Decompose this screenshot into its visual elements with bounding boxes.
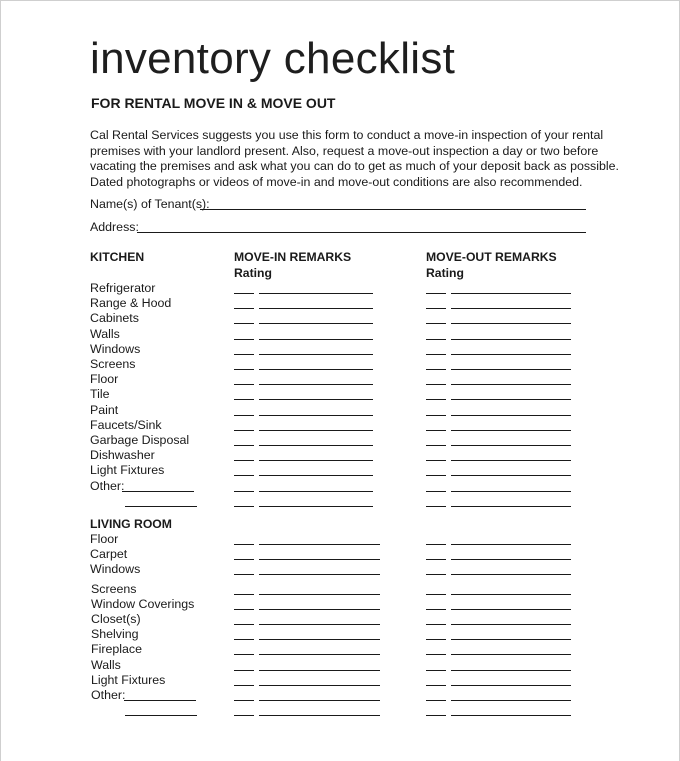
item-label: Light Fixtures — [90, 463, 165, 478]
move-out-remark-field[interactable] — [451, 639, 571, 640]
move-in-rating-field[interactable] — [234, 475, 254, 476]
move-in-remark-field[interactable] — [259, 354, 373, 355]
move-in-rating-field[interactable] — [234, 415, 254, 416]
move-out-rating-field[interactable] — [426, 594, 446, 595]
move-out-remark-field[interactable] — [451, 339, 571, 340]
move-in-remark-field[interactable] — [259, 339, 373, 340]
move-out-remark-field[interactable] — [451, 654, 571, 655]
item-label: Light Fixtures — [91, 672, 166, 687]
move-out-rating-field[interactable] — [426, 399, 446, 400]
item-label: Paint — [90, 402, 119, 417]
move-in-rating-field[interactable] — [234, 639, 254, 640]
move-in-remark-field[interactable] — [259, 715, 380, 716]
item-label: Floor — [90, 372, 119, 387]
move-in-rating-field[interactable] — [234, 700, 254, 701]
move-in-remark-field[interactable] — [259, 445, 373, 446]
move-out-remarks-header: MOVE-OUT REMARKS — [426, 250, 557, 264]
move-out-remark-field[interactable] — [451, 293, 571, 294]
move-in-rating-field[interactable] — [234, 308, 254, 309]
intro-line: vacating the premises and ask what you can do to get as much of your deposit back as possible. — [90, 159, 619, 173]
move-in-rating-field[interactable] — [234, 685, 254, 686]
move-in-remark-field[interactable] — [259, 544, 380, 545]
move-in-rating-field[interactable] — [234, 559, 254, 560]
item-label: Walls — [91, 657, 121, 672]
document-title: inventory checklist — [90, 34, 456, 83]
move-out-rating-field[interactable] — [426, 354, 446, 355]
move-in-rating-field[interactable] — [234, 506, 254, 507]
move-in-remark-field[interactable] — [259, 323, 373, 324]
move-out-rating-field[interactable] — [426, 544, 446, 545]
move-out-rating-field[interactable] — [426, 574, 446, 575]
move-in-rating-field[interactable] — [234, 323, 254, 324]
item-label: Screens — [90, 357, 136, 371]
move-in-rating-field[interactable] — [234, 430, 254, 431]
tenants-field[interactable] — [200, 209, 586, 210]
item-label: Other: — [90, 478, 125, 493]
move-in-rating-field[interactable] — [234, 384, 254, 385]
move-out-rating-field[interactable] — [426, 415, 446, 416]
move-in-remark-field[interactable] — [259, 430, 373, 431]
move-in-remark-field[interactable] — [259, 624, 380, 625]
section-title-kitchen: KITCHEN — [90, 250, 145, 264]
move-out-rating-field[interactable] — [426, 339, 446, 340]
move-out-rating-field[interactable] — [426, 715, 446, 716]
move-in-remark-field[interactable] — [259, 685, 380, 686]
move-out-remark-field[interactable] — [451, 430, 571, 431]
move-in-remark-field[interactable] — [259, 475, 373, 476]
move-in-rating-field[interactable] — [234, 609, 254, 610]
move-out-remark-field[interactable] — [451, 559, 571, 560]
other-name-field[interactable] — [124, 700, 196, 701]
other-extra-name-field[interactable] — [125, 715, 197, 716]
move-out-rating-header: Rating — [426, 266, 464, 280]
item-label: Closet(s) — [91, 612, 141, 626]
item-label: Carpet — [90, 547, 128, 562]
item-label: Screens — [91, 581, 137, 596]
move-out-rating-field[interactable] — [426, 384, 446, 385]
move-out-rating-field[interactable] — [426, 445, 446, 446]
address-label: Address: — [90, 220, 139, 234]
move-in-rating-field[interactable] — [234, 544, 254, 545]
move-in-remark-field[interactable] — [259, 609, 380, 610]
item-label: Refrigerator — [90, 281, 156, 295]
item-label: Other: — [91, 688, 126, 702]
move-out-remark-field[interactable] — [451, 715, 571, 716]
move-in-rating-field[interactable] — [234, 445, 254, 446]
section-title-living-room: LIVING ROOM — [90, 517, 172, 531]
item-label: Faucets/Sink — [90, 417, 162, 432]
item-label: Walls — [90, 326, 120, 341]
move-in-remark-field[interactable] — [259, 415, 373, 416]
move-out-remark-field[interactable] — [451, 685, 571, 686]
address-field[interactable] — [137, 232, 586, 233]
move-out-rating-field[interactable] — [426, 559, 446, 560]
move-in-rating-field[interactable] — [234, 715, 254, 716]
move-out-remark-field[interactable] — [451, 354, 571, 355]
item-label: Shelving — [91, 627, 139, 642]
move-in-rating-field[interactable] — [234, 491, 254, 492]
move-out-rating-field[interactable] — [426, 700, 446, 701]
move-in-rating-field[interactable] — [234, 594, 254, 595]
move-out-remark-field[interactable] — [451, 491, 571, 492]
item-label: Garbage Disposal — [90, 433, 190, 447]
item-label: Windows — [90, 562, 141, 577]
move-in-remark-field[interactable] — [259, 654, 380, 655]
move-out-remark-field[interactable] — [451, 384, 571, 385]
move-out-remark-field[interactable] — [451, 506, 571, 507]
move-out-rating-field[interactable] — [426, 639, 446, 640]
move-in-rating-field[interactable] — [234, 624, 254, 625]
move-out-remark-field[interactable] — [451, 415, 571, 416]
move-out-rating-field[interactable] — [426, 323, 446, 324]
intro-line: premises with your landlord present. Also, request a move-out inspection a day or two before — [90, 144, 599, 158]
other-extra-name-field[interactable] — [125, 506, 197, 507]
move-out-rating-field[interactable] — [426, 685, 446, 686]
move-out-remark-field[interactable] — [451, 700, 571, 701]
move-out-rating-field[interactable] — [426, 609, 446, 610]
move-out-remark-field[interactable] — [451, 594, 571, 595]
move-in-remark-field[interactable] — [259, 670, 380, 671]
move-in-rating-field[interactable] — [234, 574, 254, 575]
move-in-remark-field[interactable] — [259, 559, 380, 560]
move-out-remark-field[interactable] — [451, 609, 571, 610]
move-in-rating-field[interactable] — [234, 460, 254, 461]
move-in-rating-field[interactable] — [234, 654, 254, 655]
tenants-label: Name(s) of Tenant(s): — [90, 197, 210, 211]
item-label: Fireplace — [91, 642, 142, 657]
move-in-remark-field[interactable] — [259, 369, 373, 370]
move-out-remark-field[interactable] — [451, 369, 571, 370]
move-out-remark-field[interactable] — [451, 399, 571, 400]
move-out-remark-field[interactable] — [451, 445, 571, 446]
move-out-remark-field[interactable] — [451, 574, 571, 575]
move-in-remark-field[interactable] — [259, 574, 380, 575]
move-in-remark-field[interactable] — [259, 639, 380, 640]
move-out-rating-field[interactable] — [426, 670, 446, 671]
intro-line: Cal Rental Services suggests you use this form to conduct a move-in inspection of your rental — [90, 128, 604, 142]
move-out-rating-field[interactable] — [426, 624, 446, 625]
intro-line: Dated photographs or videos of move-in and move-out conditions are also recommended. — [90, 175, 583, 189]
move-in-rating-field[interactable] — [234, 399, 254, 400]
move-in-remark-field[interactable] — [259, 293, 373, 294]
move-in-remarks-header: MOVE-IN REMARKS — [234, 250, 352, 264]
move-in-rating-field[interactable] — [234, 354, 254, 355]
move-out-rating-field[interactable] — [426, 430, 446, 431]
item-label: Dishwasher — [90, 448, 155, 463]
move-out-rating-field[interactable] — [426, 293, 446, 294]
item-label: Tile — [90, 387, 110, 402]
move-in-remark-field[interactable] — [259, 460, 373, 461]
item-label: Window Coverings — [91, 596, 195, 611]
item-label: Range & Hood — [90, 296, 172, 311]
move-out-rating-field[interactable] — [426, 308, 446, 309]
item-label: Cabinets — [90, 311, 139, 326]
move-out-remark-field[interactable] — [451, 624, 571, 625]
move-out-rating-field[interactable] — [426, 506, 446, 507]
move-in-remark-field[interactable] — [259, 399, 373, 400]
move-in-remark-field[interactable] — [259, 384, 373, 385]
move-out-remark-field[interactable] — [451, 308, 571, 309]
move-out-remark-field[interactable] — [451, 475, 571, 476]
move-out-remark-field[interactable] — [451, 323, 571, 324]
move-out-rating-field[interactable] — [426, 369, 446, 370]
move-in-remark-field[interactable] — [259, 594, 380, 595]
item-label: Floor — [90, 532, 119, 546]
move-out-remark-field[interactable] — [451, 544, 571, 545]
move-out-rating-field[interactable] — [426, 475, 446, 476]
move-out-rating-field[interactable] — [426, 491, 446, 492]
move-in-rating-header: Rating — [234, 266, 272, 280]
move-out-remark-field[interactable] — [451, 670, 571, 671]
move-in-remark-field[interactable] — [259, 506, 373, 507]
move-in-remark-field[interactable] — [259, 308, 373, 309]
move-out-remark-field[interactable] — [451, 460, 571, 461]
move-in-rating-field[interactable] — [234, 293, 254, 294]
move-in-rating-field[interactable] — [234, 369, 254, 370]
document-subtitle: FOR RENTAL MOVE IN & MOVE OUT — [91, 95, 336, 111]
move-out-rating-field[interactable] — [426, 654, 446, 655]
move-in-remark-field[interactable] — [259, 491, 373, 492]
move-in-rating-field[interactable] — [234, 339, 254, 340]
item-label: Windows — [90, 341, 141, 356]
move-in-remark-field[interactable] — [259, 700, 380, 701]
move-out-rating-field[interactable] — [426, 460, 446, 461]
other-name-field[interactable] — [122, 491, 194, 492]
move-in-rating-field[interactable] — [234, 670, 254, 671]
